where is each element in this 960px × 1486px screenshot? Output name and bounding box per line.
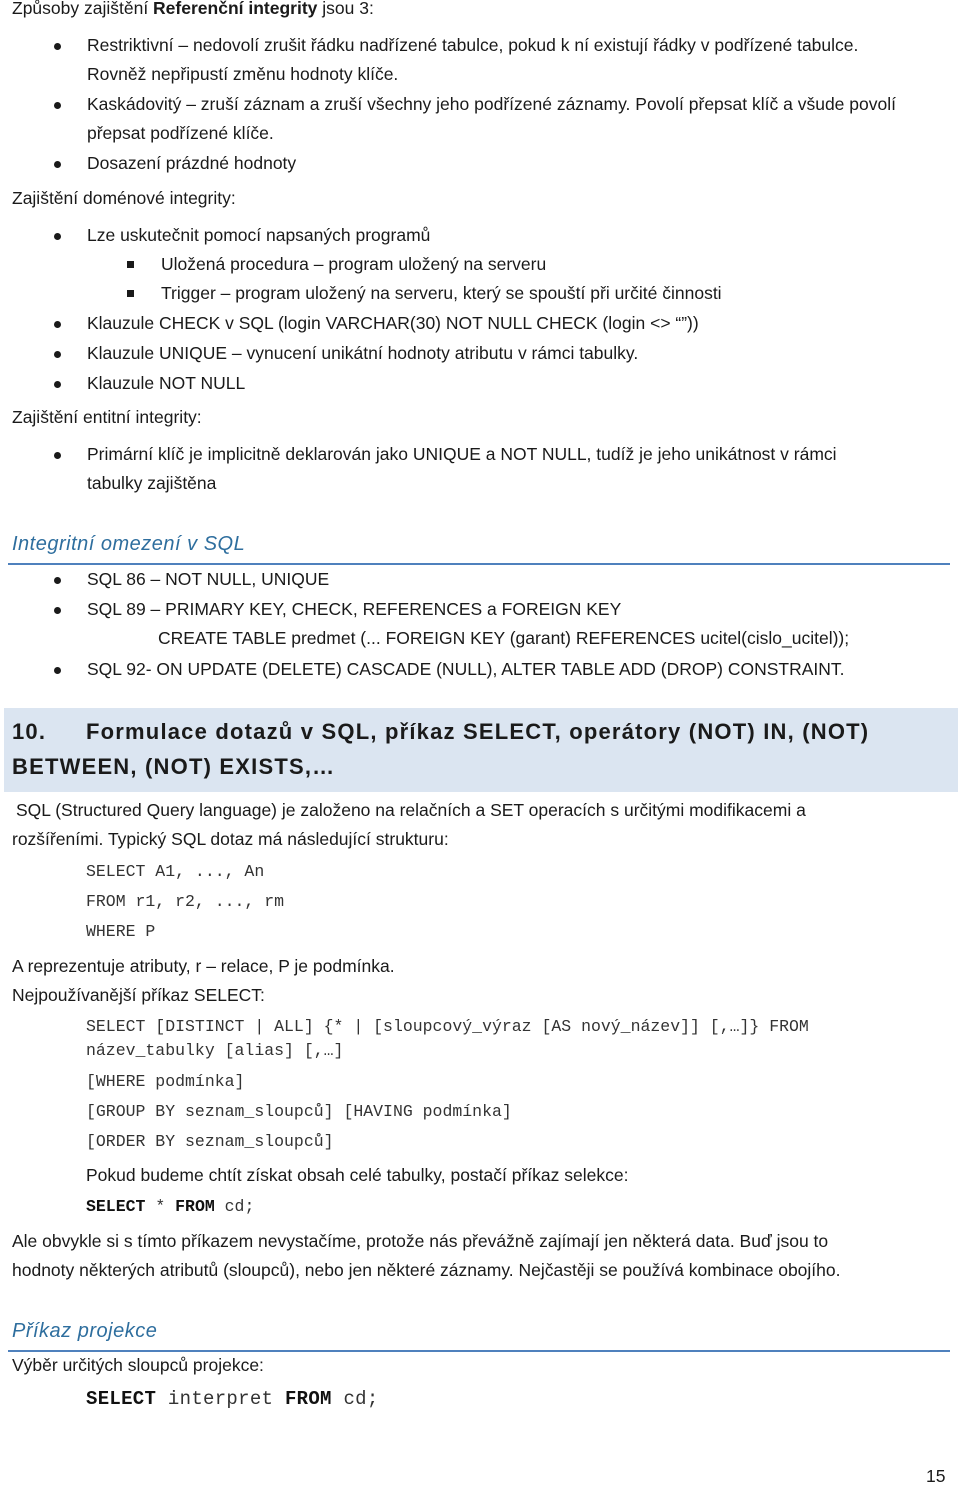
null-value-text: Dosazení prázdné hodnoty [87,153,297,173]
bullet-restrict [87,37,858,55]
query-select: SELECT A1, ..., An [86,862,265,881]
most-used-select: Nejpoužívanější příkaz SELECT: [12,985,265,1005]
section-title-line-2: BETWEEN, (NOT) EXISTS,… [12,754,336,779]
table-name: cd; [214,1197,255,1216]
proj-table: cd; [331,1388,379,1410]
sub-stored-procedure [161,256,546,274]
sql-intro-line-1: SQL (Structured Query language) je založeno na relačních a SET operacích s určitými modifikacemi a [16,800,806,820]
restrict-line-2: Rovněž nepřipustí změnu hodnoty klíče. [87,64,399,84]
sql89-text: SQL 89 – PRIMARY KEY, CHECK, REFERENCES a FOREIGN KEY [87,599,622,619]
domain-integrity-title: Zajištění doménové integrity: [12,188,236,208]
projection-heading: Příkaz projekce [12,1320,158,1342]
syntax-line-2: název_tabulky [alias] [,…] [86,1041,344,1060]
proj-column: interpret [156,1388,285,1410]
sub-trigger [161,285,722,303]
proj-kw-from: FROM [284,1388,332,1410]
syntax-order-by: [ORDER BY seznam_sloupců] [86,1132,334,1151]
syntax-where: [WHERE podmínka] [86,1072,245,1091]
section-title-line-1: Formulace dotazů v SQL, příkaz SELECT, operátory (NOT) IN, (NOT) [86,719,870,744]
query-explanation: A reprezentuje atributy, r – relace, P je podmínka. [12,956,395,976]
syntax-line-1: SELECT [DISTINCT | ALL] {* | [sloupcový_výraz [AS nový_název]] [,…]} FROM [86,1017,809,1036]
star: * [145,1197,176,1216]
entity-integrity-title: Zajištění entitní integrity: [12,407,202,427]
intro-bold: Referenční integrity [153,0,318,18]
bullet-programs [87,227,430,245]
create-table-example: CREATE TABLE predmet (... FOREIGN KEY (garant) REFERENCES ucitel(cislo_ucitel)); [158,628,850,648]
sql92-text: SQL 92- ON UPDATE (DELETE) CASCADE (NULL), ALTER TABLE ADD (DROP) CONSTRAINT. [87,659,845,679]
projection-desc: Výběr určitých sloupců projekce: [12,1355,264,1375]
bullet-not-null [87,375,245,393]
cascade-line-2: přepsat podřízené klíče. [87,123,274,143]
check-text: Klauzule CHECK v SQL (login VARCHAR(30) NOT NULL CHECK (login <> “”)) [87,313,699,333]
select-all-example [86,1199,254,1216]
bullet-primary-key [87,446,837,464]
projection-example [86,1390,379,1409]
proj-kw-select: SELECT [86,1388,157,1410]
page-number: 15 [926,1466,946,1486]
intro-suffix: jsou 3: [317,0,374,18]
bullet-unique [87,345,638,363]
sql-intro-line-2: rozšířeními. Typický SQL dotaz má následující strukturu: [12,829,449,849]
sql-constraints-heading: Integritní omezení v SQL [12,533,246,555]
intro-prefix: Způsoby zajištění [12,0,154,18]
bullet-sql92 [87,661,845,679]
heading-rule [8,563,950,565]
syntax-group-by: [GROUP BY seznam_sloupců] [HAVING podmínka] [86,1102,512,1121]
unique-text: Klauzule UNIQUE – vynucení unikátní hodnoty atributu v rámci tabulky. [87,343,639,363]
but-line-2: hodnoty některých atributů (sloupců), nebo jen některé záznamy. Nejčastěji se používá kombinace obojího. [12,1260,841,1280]
whole-table-note: Pokud budeme chtít získat obsah celé tabulky, postačí příkaz selekce: [86,1165,629,1185]
trigger-text: Trigger – program uložený na serveru, který se spouští při určité činnosti [161,283,722,303]
but-line-1: Ale obvykle si s tímto příkazem nevystačíme, protože nás převážně zajímají jen některá data. Buď jsou to [12,1231,829,1251]
bullet-sql86 [87,571,329,589]
query-from: FROM r1, r2, ..., rm [86,892,285,911]
projection-rule [8,1350,950,1352]
query-where: WHERE P [86,922,156,941]
section-number: 10. [12,719,47,744]
pk-line-1: Primární klíč je implicitně deklarován jako UNIQUE a NOT NULL, tudíž je jeho unikátnost v rámci [87,444,837,464]
sql86-text: SQL 86 – NOT NULL, UNIQUE [87,569,330,589]
cascade-line-1: Kaskádovitý – zruší záznam a zruší všechny jeho podřízené záznamy. Povolí přepsat klíč a všude povolí [87,94,896,114]
stored-procedure-text: Uložená procedura – program uložený na serveru [161,254,547,274]
programs-text: Lze uskutečnit pomocí napsaných programů [87,225,431,245]
kw-from: FROM [175,1197,215,1216]
ref-integrity-intro [12,0,374,18]
pk-line-2: tabulky zajištěna [87,473,217,493]
bullet-null-value [87,155,296,173]
bullet-check [87,315,699,333]
kw-select: SELECT [86,1197,146,1216]
restrict-line-1: Restriktivní – nedovolí zrušit řádku nadřízené tabulce, pokud k ní existují řádky v podřízené tabulce. [87,35,859,55]
not-null-text: Klauzule NOT NULL [87,373,246,393]
bullet-sql89 [87,601,621,619]
bullet-cascade [87,96,896,114]
